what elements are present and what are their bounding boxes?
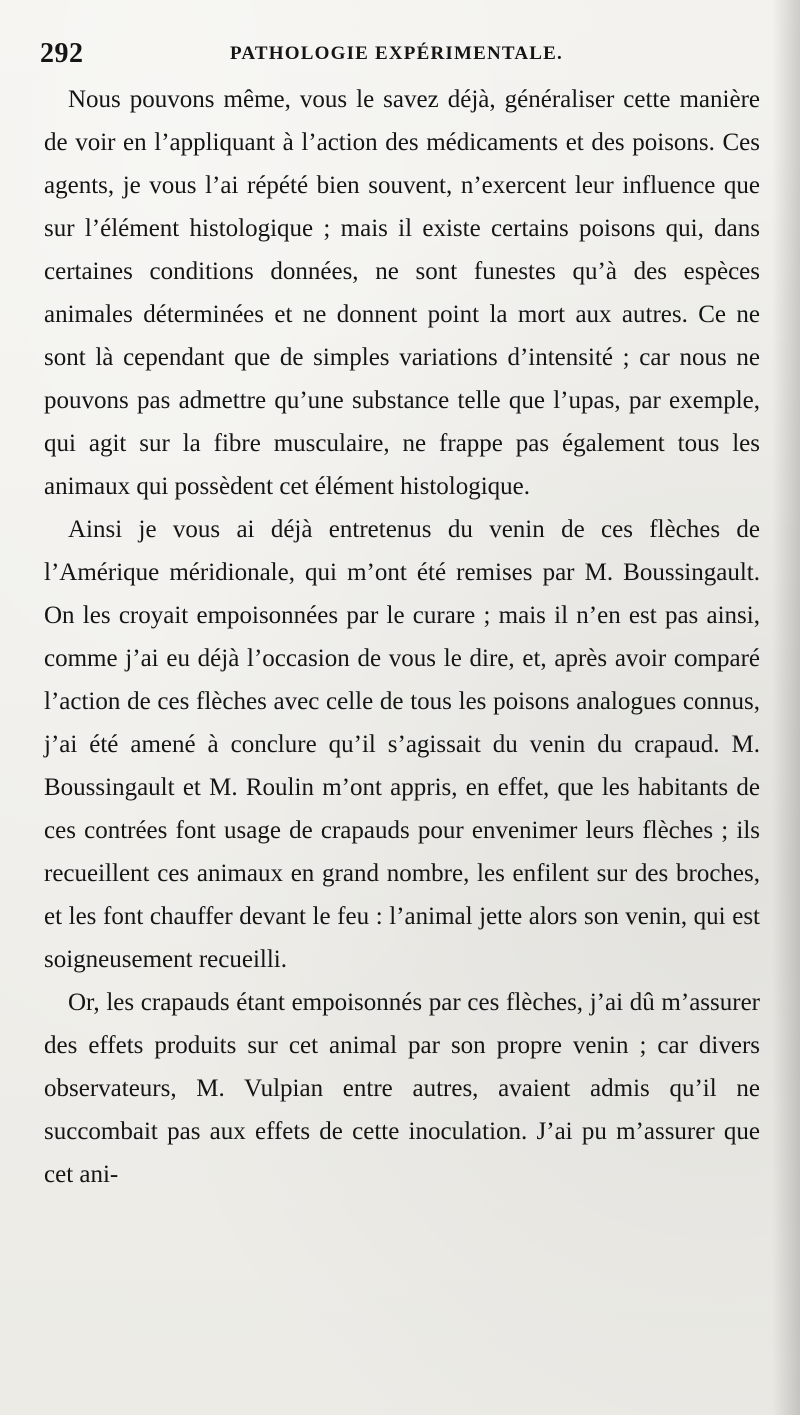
page-number: 292 [40,38,84,69]
body-text [44,78,760,1196]
paragraph: Ainsi je vous ai déjà entretenus du venin de ces flèches de l’Amérique méridionale, qui m’ont été remises par M. Boussingault. On les croyait empoisonnées par le curare ; mais il n’en est pas ainsi, comme j’ai eu déjà l’occasion de vous le dire, et, après avoir comparé l’action de ces flèches avec celle de tous les poisons analogues connus, j’ai été amené à conclure qu’il s’agissait du venin du crapaud. M. Boussingault et M. Roulin m’ont appris, en effet, que les habitants de ces contrées font usage de crapauds pour envenimer leurs flèches ; ils recueillent ces animaux en grand nombre, les enfilent sur des broches, et les font chauffer devant le feu : l’animal jette alors son venin, qui est soigneusement recueilli. [44,516,760,973]
page-header [40,36,760,70]
running-title: PATHOLOGIE EXPÉRIMENTALE. [230,43,563,64]
page-edge-shadow [772,0,800,1415]
paragraph: Or, les crapauds étant empoisonnés par ces flèches, j’ai dû m’assurer des effets produits sur cet animal par son propre venin ; car divers observateurs, M. Vulpian entre autres, avaient admis qu’il ne succombait pas aux effets de cette inoculation. J’ai pu m’assurer que cet ani- [44,989,760,1188]
paragraph: Nous pouvons même, vous le savez déjà, généraliser cette manière de voir en l’appliquant à l’action des médicaments et des poisons. Ces agents, je vous l’ai répété bien souvent, n’exercent leur influence que sur l’élément histologique ; mais il existe certains poisons qui, dans certaines conditions données, ne sont funestes qu’à des espèces animales déterminées et ne donnent point la mort aux autres. Ce ne sont là cependant que de simples variations d’intensité ; car nous ne pouvons pas admettre qu’une substance telle que l’upas, par exemple, qui agit sur la fibre musculaire, ne frappe pas également tous les animaux qui possèdent cet élément histologique. [44,86,760,500]
